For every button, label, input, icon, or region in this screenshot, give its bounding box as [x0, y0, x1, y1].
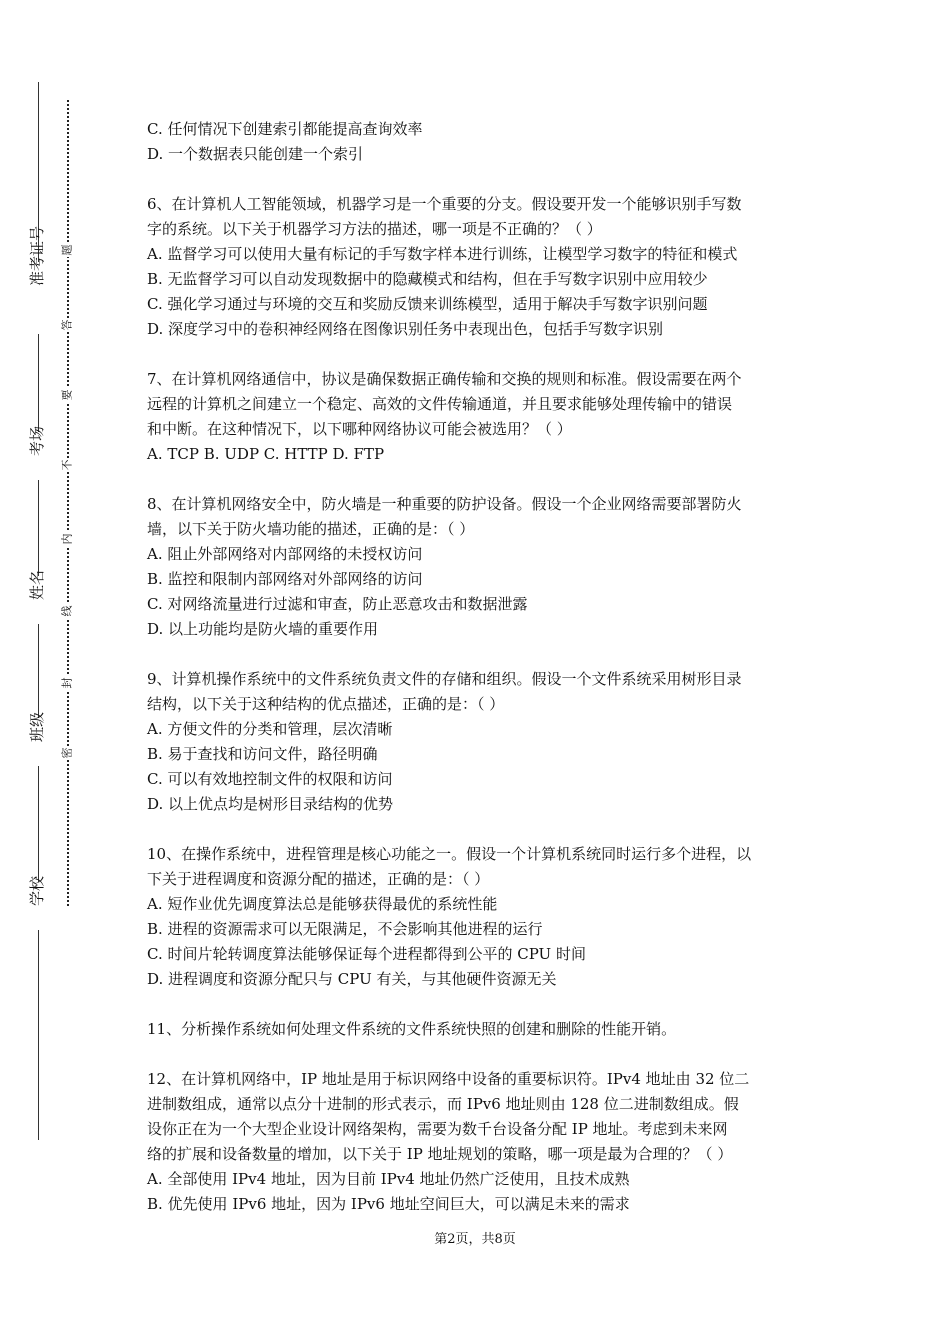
question-line: B. 优先使用 IPv6 地址，因为 IPv6 地址空间巨大，可以满足未来的需求 — [147, 1195, 630, 1213]
binding-field-label: 姓名 — [28, 569, 46, 600]
question-line: D. 以上功能均是防火墙的重要作用 — [147, 620, 379, 638]
page-footer: 第2页，共8页 — [434, 1232, 516, 1247]
blank-line — [147, 342, 815, 367]
question-line: 10、在操作系统中，进程管理是核心功能之一。假设一个计算机系统同时运行多个进程，以 — [147, 845, 752, 863]
seal-char: 封 — [58, 676, 76, 690]
question-line: D. 以上优点均是树形目录结构的优势 — [147, 795, 394, 813]
binding-field-name — [22, 569, 52, 624]
blank-line — [147, 817, 815, 842]
question-line: 墙，以下关于防火墙功能的描述，正确的是：（ ） — [147, 520, 475, 538]
question-line: 设你正在为一个大型企业设计网络架构，需要为数千台设备分配 IP 地址。考虑到未来网 — [147, 1120, 728, 1138]
seal-char: 线 — [58, 604, 76, 618]
question-line: D. 一个数据表只能创建一个索引 — [147, 145, 364, 163]
seal-char: 密 — [58, 746, 76, 760]
seal-char: 题 — [58, 243, 76, 257]
question-line: A. 监督学习可以使用大量有标记的手写数字样本进行训练，让模型学习数字的特征和模式 — [147, 245, 738, 263]
question-line: 8、在计算机网络安全中，防火墙是一种重要的防护设备。假设一个企业网络需要部署防火 — [147, 495, 742, 513]
blank-line — [147, 467, 815, 492]
binding-margin — [0, 0, 110, 1344]
binding-field-label: 考场 — [28, 425, 46, 456]
seal-char: 答 — [58, 318, 76, 332]
question-line: A. TCP B. UDP C. HTTP D. FTP — [147, 445, 385, 463]
question-line: 12、在计算机网络中，IP 地址是用于标识网络中设备的重要标识符。IPv4 地址由 32 位二 — [147, 1070, 750, 1088]
question-line: A. 阻止外部网络对内部网络的未授权访问 — [147, 545, 423, 563]
question-line: D. 进程调度和资源分配只与 CPU 有关，与其他硬件资源无关 — [147, 970, 557, 988]
binding-field-class — [22, 711, 52, 766]
question-line: 下关于进程调度和资源分配的描述，正确的是：（ ） — [147, 870, 490, 888]
question-line: 进制数组成，通常以点分十进制的形式表示，而 IPv6 地址则由 128 位二进制数组成。假 — [147, 1095, 739, 1113]
binding-field-exam-room — [22, 425, 52, 480]
question-line: B. 进程的资源需求可以无限满足，不会影响其他进程的运行 — [147, 920, 543, 938]
question-line: C. 任何情况下创建索引都能提高查询效率 — [147, 120, 423, 138]
blank-line — [147, 992, 815, 1017]
question-line: 结构，以下关于这种结构的优点描述，正确的是：（ ） — [147, 695, 505, 713]
question-line: C. 可以有效地控制文件的权限和访问 — [147, 770, 393, 788]
question-line: 11、分析操作系统如何处理文件系统的文件系统快照的创建和删除的性能开销。 — [147, 1020, 677, 1038]
seal-char: 要 — [58, 388, 76, 402]
question-line: A. 短作业优先调度算法总是能够获得最优的系统性能 — [147, 895, 498, 913]
binding-field-label: 准考证号 — [28, 225, 46, 286]
binding-field-label: 班级 — [28, 711, 46, 742]
question-line: A. 全部使用 IPv4 地址，因为目前 IPv4 地址仍然广泛使用，且技术成熟 — [147, 1170, 630, 1188]
question-line: 和中断。在这种情况下，以下哪种网络协议可能会被选用？（ ） — [147, 420, 572, 438]
binding-field-school — [22, 875, 52, 930]
blank-line — [147, 167, 815, 192]
question-content — [147, 117, 815, 1217]
question-line: C. 强化学习通过与环境的交互和奖励反馈来训练模型，适用于解决手写数字识别问题 — [147, 295, 708, 313]
binding-field-exam-number — [22, 225, 52, 334]
question-line: 9、计算机操作系统中的文件系统负责文件的存储和组织。假设一个文件系统采用树形目录 — [147, 670, 742, 688]
seal-dotted-line — [67, 100, 69, 906]
question-line: B. 无监督学习可以自动发现数据中的隐藏模式和结构，但在手写数字识别中应用较少 — [147, 270, 708, 288]
question-line: 7、在计算机网络通信中，协议是确保数据正确传输和交换的规则和标准。假设需要在两个 — [147, 370, 742, 388]
question-line: 络的扩展和设备数量的增加，以下关于 IP 地址规划的策略，哪一项是最为合理的？（ ） — [147, 1145, 733, 1163]
question-line: 字的系统。以下关于机器学习方法的描述，哪一项是不正确的？（ ） — [147, 220, 602, 238]
question-line: A. 方便文件的分类和管理，层次清晰 — [147, 720, 393, 738]
seal-char: 内 — [58, 532, 76, 546]
question-line: 远程的计算机之间建立一个稳定、高效的文件传输通道，并且要求能够处理传输中的错误 — [147, 395, 733, 413]
question-line: C. 时间片轮转调度算法能够保证每个进程都得到公平的 CPU 时间 — [147, 945, 586, 963]
binding-field-label: 学校 — [28, 875, 46, 906]
question-line: 6、在计算机人工智能领域，机器学习是一个重要的分支。假设要开发一个能够识别手写数 — [147, 195, 742, 213]
blank-line — [147, 642, 815, 667]
question-line: D. 深度学习中的卷积神经网络在图像识别任务中表现出色，包括手写数字识别 — [147, 320, 664, 338]
question-line: B. 监控和限制内部网络对外部网络的访问 — [147, 570, 423, 588]
question-line: C. 对网络流量进行过滤和审查，防止恶意攻击和数据泄露 — [147, 595, 528, 613]
question-line: B. 易于查找和访问文件，路径明确 — [147, 745, 378, 763]
seal-char: 不 — [58, 458, 76, 472]
blank-line — [147, 1042, 815, 1067]
